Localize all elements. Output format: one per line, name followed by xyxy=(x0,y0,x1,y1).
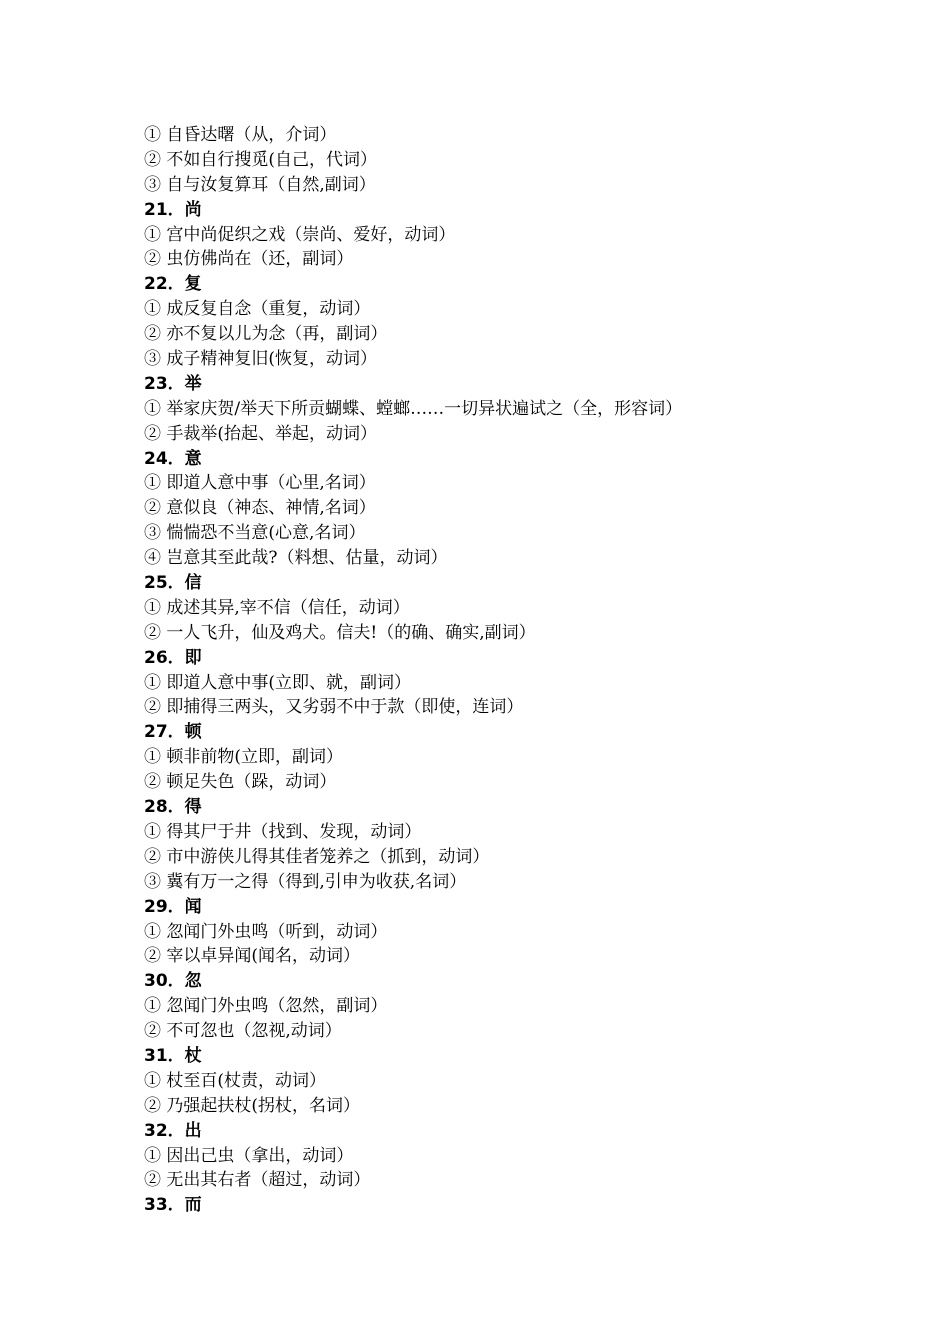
example-line: ① 杖至百(杖责，动词） xyxy=(144,1070,327,1091)
example-line: ② 虫仿佛尚在（还，副词） xyxy=(144,249,354,270)
entry-heading: 28．得 xyxy=(144,797,202,818)
example-line: ④ 岂意其至此哉?（料想、估量，动词） xyxy=(144,548,448,569)
example-line: ② 乃强起扶杖(拐杖，名词） xyxy=(144,1095,361,1116)
entry-heading: 25．信 xyxy=(144,573,202,594)
example-line: ② 市中游侠儿得其佳者笼养之（抓到，动词） xyxy=(144,846,490,867)
entry-heading: 22．复 xyxy=(144,274,202,295)
example-line: ① 顿非前物(立即，副词） xyxy=(144,747,344,768)
example-line: ① 即道人意中事（心里,名词） xyxy=(144,473,376,494)
entry-heading: 23．举 xyxy=(144,373,202,394)
example-line: ② 一人飞升，仙及鸡犬。信夫!（的确、确实,副词） xyxy=(144,622,536,643)
example-line: ① 因出己虫（拿出，动词） xyxy=(144,1145,354,1166)
example-line: ① 即道人意中事(立即、就，副词） xyxy=(144,672,412,693)
example-line: ② 即捕得三两头，又劣弱不中于款（即使，连词） xyxy=(144,697,524,718)
example-line: ① 忽闻门外虫鸣（听到，动词） xyxy=(144,921,388,942)
example-line: ③ 成子精神复旧(恢复，动词） xyxy=(144,349,378,370)
example-line: ① 得其尸于井（找到、发现，动词） xyxy=(144,821,422,842)
example-line: ① 自昏达曙（从，介词） xyxy=(144,125,337,145)
example-line: ② 不如自行搜觅(自己，代词） xyxy=(144,149,378,170)
entry-heading: 21．尚 xyxy=(144,199,202,220)
entry-heading: 33．而 xyxy=(144,1195,202,1216)
example-line: ① 举家庆贺/举天下所贡蝴蝶、螳螂……一切异状遍试之（全，形容词） xyxy=(144,398,683,419)
entry-heading: 32．出 xyxy=(144,1120,202,1141)
example-line: ② 亦不复以儿为念（再，副词） xyxy=(144,324,388,345)
example-line: ② 手裁举(抬起、举起，动词） xyxy=(144,423,378,444)
example-line: ② 无出其右者（超过，动词） xyxy=(144,1170,371,1191)
example-line: ② 宰以卓异闻(闻名，动词） xyxy=(144,946,361,967)
example-line: ② 意似良（神态、神情,名词） xyxy=(144,498,376,519)
example-line: ① 成反复自念（重复，动词） xyxy=(144,299,371,320)
entry-heading: 30．忽 xyxy=(144,971,202,992)
example-line: ② 不可忽也（忽视,动词） xyxy=(144,1021,342,1042)
entry-heading: 31．杖 xyxy=(144,1045,202,1066)
entry-heading: 26．即 xyxy=(144,647,202,668)
example-line: ③ 自与汝复算耳（自然,副词） xyxy=(144,174,376,195)
entry-heading: 27．顿 xyxy=(144,722,202,743)
document-body xyxy=(144,123,924,1218)
entry-heading: 29．闻 xyxy=(144,896,202,917)
example-line: ① 忽闻门外虫鸣（忽然，副词） xyxy=(144,996,388,1017)
example-line: ① 宫中尚促织之戏（崇尚、爱好，动词） xyxy=(144,224,456,245)
entry-heading: 24．意 xyxy=(144,448,202,469)
example-line: ① 成述其异,宰不信（信任，动词） xyxy=(144,597,410,618)
example-line: ② 顿足失色（跺，动词） xyxy=(144,772,337,793)
example-line: ③ 惴惴恐不当意(心意,名词） xyxy=(144,523,366,544)
example-line: ③ 冀有万一之得（得到,引申为收获,名词） xyxy=(144,871,467,892)
